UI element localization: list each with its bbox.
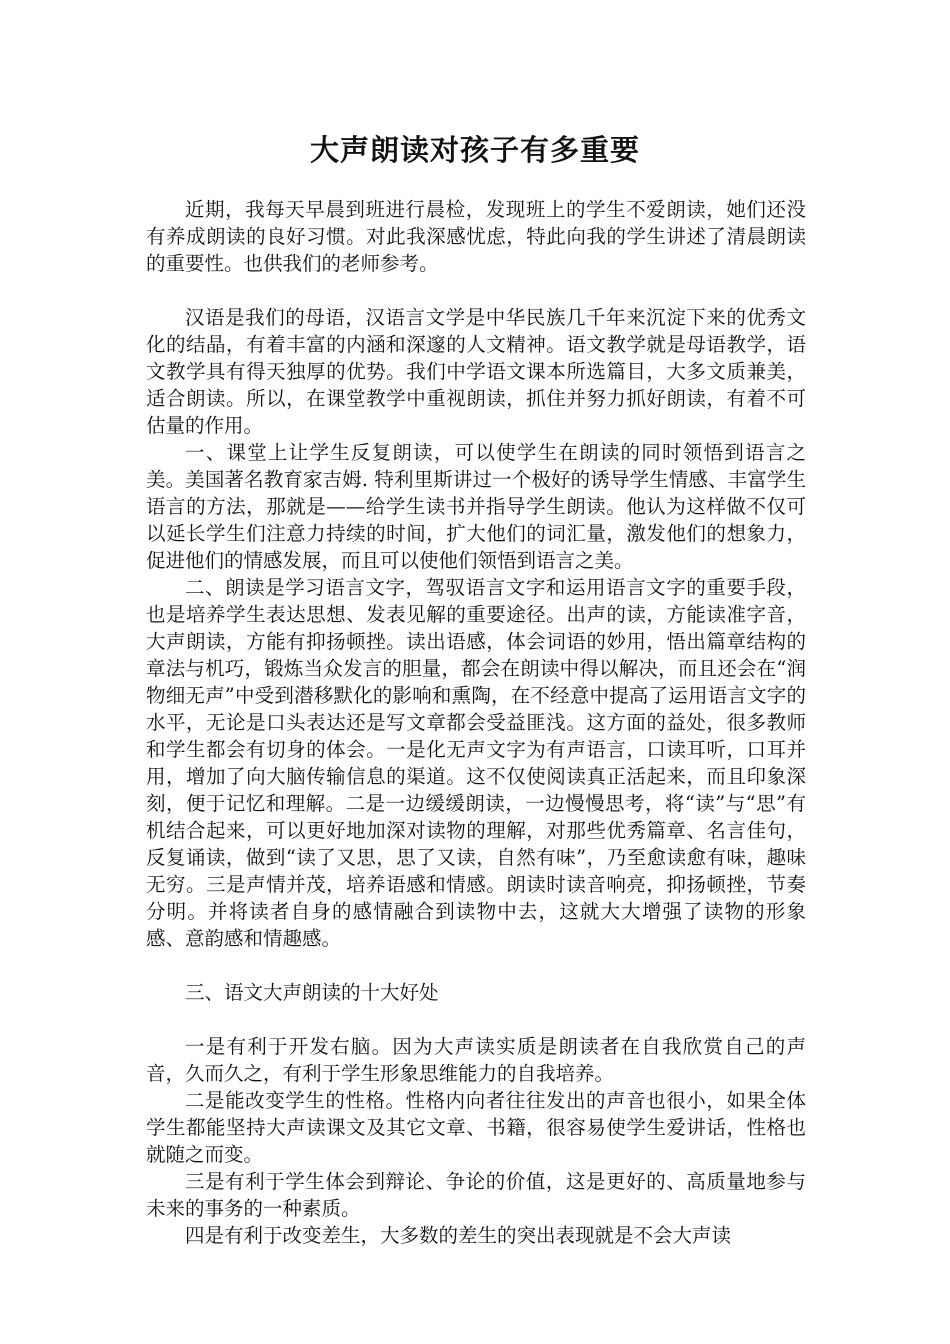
paragraph-mother-tongue: 汉语是我们的母语，汉语言文学是中华民族几千年来沉淀下来的优秀文化的结晶，有着丰富的内涵和深邃的人文精神。语文教学就是母语教学，语文教学具有得天独厚的优势。我们中学语文课本所选篇目，大多文质兼美，适合朗读。所以，在课堂教学中重视朗读，抓住并努力抓好朗读，有着不可估量的作用。 xyxy=(146,306,806,437)
document-body xyxy=(146,196,806,1249)
paragraph-benefit-three: 三是有利于学生体会到辩论、争论的价值，这是更好的、高质量地参与未来的事务的一种素质。 xyxy=(146,1170,806,1220)
document-title: 大声朗读对孩子有多重要 xyxy=(309,133,640,167)
paragraph-benefit-four: 四是有利于改变差生，大多数的差生的突出表现就是不会大声读 xyxy=(185,1224,732,1247)
paragraph-benefit-two: 二是能改变学生的性格。性格内向者往往发出的声音也很小，如果全体学生都能坚持大声读课文及其它文章、书籍，很容易使学生爱讲话，性格也就随之而变。 xyxy=(146,1089,806,1166)
paragraph-benefit-one: 一是有利于开发右脑。因为大声读实质是朗读者在自我欣赏自己的声音，久而久之，有利于学生形象思维能力的自我培养。 xyxy=(146,1035,806,1085)
paragraph-point-two: 二、朗读是学习语言文字，驾驭语言文字和运用语言文字的重要手段，也是培养学生表达思想、发表见解的重要途径。出声的读，方能读准字音，大声朗读，方能有抑扬顿挫。读出语感，体会词语的妙用，悟出篇章结构的章法与机巧，锻炼当众发言的胆量，都会在朗读中得以解决，而且还会在“润物细无声”中受到潜移默化的影响和熏陶，在不经意中提高了运用语言文字的水平，无论是口头表达还是写文章都会受益匪浅。这方面的益处，很多教师和学生都会有切身的体会。一是化无声文字为有声语言，口读耳听，口耳并用，增加了向大脑传输信息的渠道。这不仅使阅读真正活起来，而且印象深刻，便于记忆和理解。二是一边缓缓朗读，一边慢慢思考，将“读”与“思”有机结合起来，可以更好地加深对读物的理解，对那些优秀篇章、名言佳句，反复诵读，做到“读了又思，思了又读，自然有味”，乃至愈读愈有味，趣味无穷。三是声情并茂，培养语感和情感。朗读时读音响亮，抑扬顿挫，节奏分明。并将读者自身的感情融合到读物中去，这就大大增强了读物的形象感、意韵感和情趣感。 xyxy=(146,576,806,950)
paragraph-intro: 近期，我每天早晨到班进行晨检，发现班上的学生不爱朗读，她们还没有养成朗读的良好习惯。对此我深感忧虑，特此向我的学生讲述了清晨朗读的重要性。也供我们的老师参考。 xyxy=(146,198,806,275)
paragraph-point-one: 一、课堂上让学生反复朗读，可以使学生在朗读的同时领悟到语言之美。美国著名教育家吉姆. 特利里斯讲过一个极好的诱导学生情感、丰富学生语言的方法，那就是——给学生读书并指导学生朗读。他认为这样做不仅可以延长学生们注意力持续的时间，扩大他们的词汇量，激发他们的想象力，促进他们的情感发展，而且可以使他们领悟到语言之美。 xyxy=(146,441,806,572)
section-heading-ten-benefits: 三、语文大声朗读的十大好处 xyxy=(185,981,439,1004)
